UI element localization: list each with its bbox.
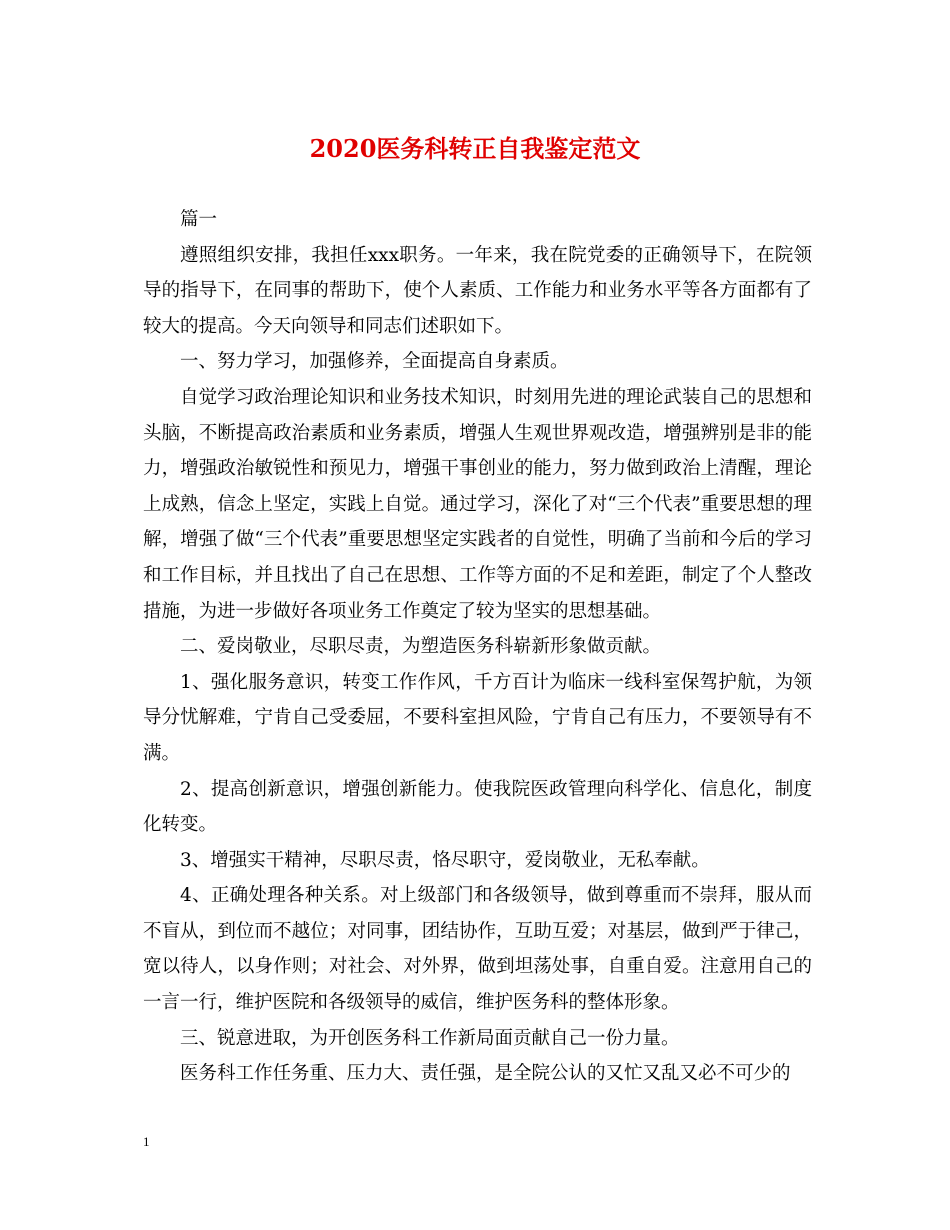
list-item: 2、提高创新意识，增强创新能力。使我院医政管理向科学化、信息化，制度化转变。: [143, 778, 812, 836]
list-item: 3、增强实干精神，尽职尽责，恪尽职守，爱岗敬业，无私奉献。: [180, 849, 710, 871]
body-paragraph: 自觉学习政治理论知识和业务技术知识，时刻用先进的理论武装自己的思想和头脑，不断提高政治素质和业务素质，增强人生观世界观改造，增强辨别是非的能力，增强政治敏锐性和预见力，增强干事创业的能力，努力做到政治上清醒，理论上成熟，信念上坚定，实践上自觉。通过学习，深化了对“三个代表”重要思想的理解，增强了做“三个代表”重要思想坚定实践者的自觉性，明确了当前和今后的学习和工作目标，并且找出了自己在思想、工作等方面的不足和差距，制定了个人整改措施，为进一步做好各项业务工作奠定了较为坚实的思想基础。: [143, 386, 812, 622]
section-heading: 二、爱岗敬业，尽职尽责，为塑造医务科崭新形象做贡献。: [180, 636, 662, 658]
document-body: [143, 202, 812, 1092]
list-item: 1、强化服务意识，转变工作作风，千方百计为临床一线科室保驾护航，为领导分忧解难，宁肯自己受委屈，不要科室担风险，宁肯自己有压力，不要领导有不满。: [143, 671, 812, 764]
section-heading: 一、努力学习，加强修养，全面提高自身素质。: [180, 351, 569, 373]
section-heading: 三、锐意进取，为开创医务科工作新局面贡献自己一份力量。: [180, 1027, 680, 1049]
page-title: 2020医务科转正自我鉴定范文: [309, 134, 641, 163]
section-label: 篇一: [180, 209, 218, 230]
body-paragraph: 医务科工作任务重、压力大、责任强，是全院公认的又忙又乱又必不可少的: [180, 1063, 791, 1085]
page-number: 1: [143, 1134, 150, 1149]
list-item: 4、正确处理各种关系。对上级部门和各级领导，做到尊重而不崇拜，服从而不盲从，到位而不越位；对同事，团结协作，互助互爱；对基层，做到严于律己，宽以待人，以身作则；对社会、对外界，做到坦荡处事，自重自爱。注意用自己的一言一行，维护医院和各级领导的威信，维护医务科的整体形象。: [143, 885, 812, 1014]
body-paragraph: 遵照组织安排，我担任xxx职务。一年来，我在院党委的正确领导下，在院领导的指导下，在同事的帮助下，使个人素质、工作能力和业务水平等各方面都有了较大的提高。今天向领导和同志们述职如下。: [143, 244, 812, 337]
